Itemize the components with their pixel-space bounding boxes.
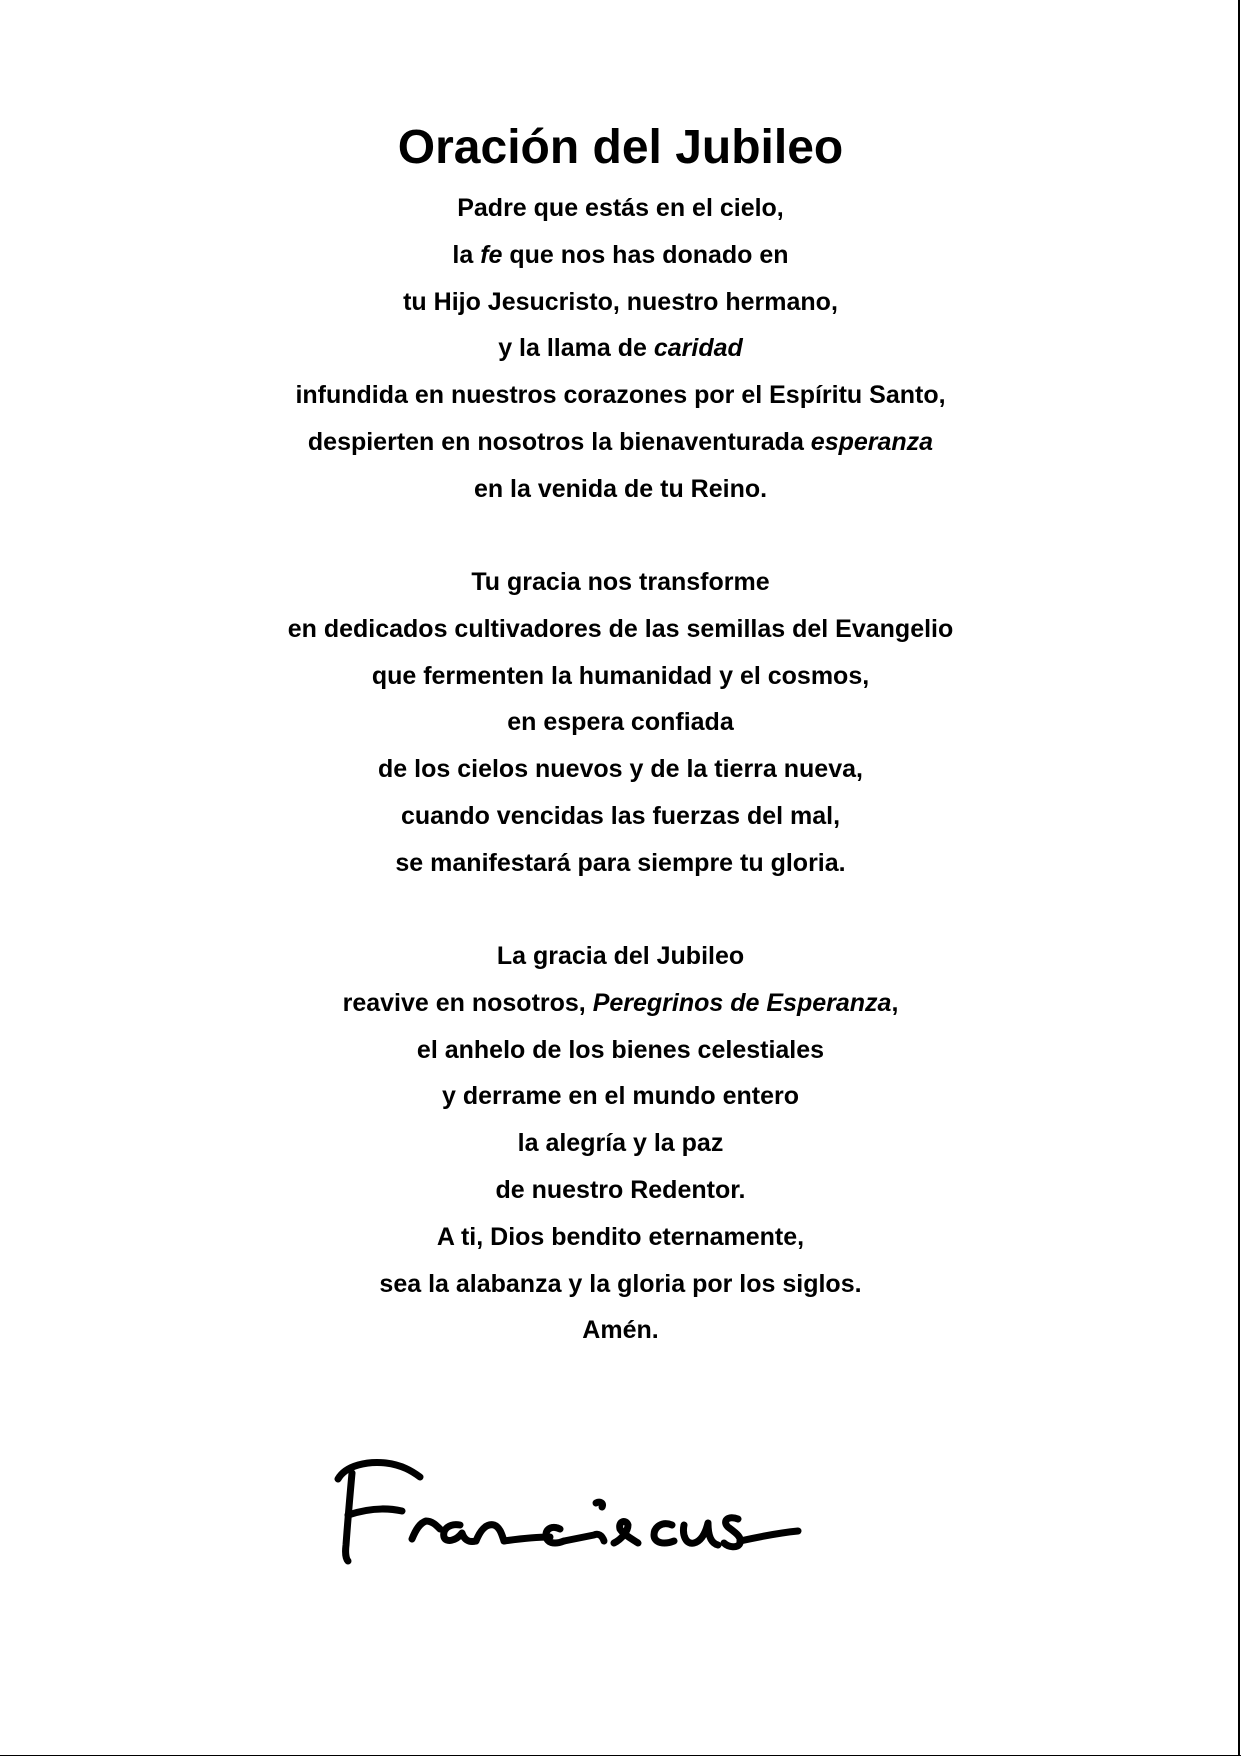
emphasis-word: fe xyxy=(480,240,503,269)
prayer-line: tu Hijo Jesucristo, nuestro hermano, xyxy=(403,287,838,316)
prayer-line: el anhelo de los bienes celestiales xyxy=(416,1035,825,1064)
prayer-line: despierten en nosotros la bienaventurada esperanza xyxy=(307,427,934,456)
prayer-line: reavive en nosotros, Peregrinos de Esperanza, xyxy=(342,988,899,1017)
emphasis-word: esperanza xyxy=(810,427,934,456)
emphasis-word: caridad xyxy=(653,334,743,363)
prayer-line: La gracia del Jubileo xyxy=(496,942,745,970)
prayer-line: Amén. xyxy=(582,1316,659,1345)
prayer-line: que fermenten la humanidad y el cosmos, xyxy=(371,661,870,690)
stanza-3 xyxy=(0,933,1241,1354)
emphasis-word: Peregrinos de Esperanza xyxy=(592,988,892,1017)
prayer-line: infundida en nuestros corazones por el Espíritu Santo, xyxy=(295,381,946,410)
prayer-title: Oración del Jubileo xyxy=(397,121,844,174)
prayer-line: la fe que nos has donado en xyxy=(452,240,789,269)
prayer-line: de los cielos nuevos y de la tierra nueva, xyxy=(378,755,863,784)
signature-franciscus xyxy=(328,1455,860,1567)
prayer-line: Padre que estás en el cielo, xyxy=(457,194,784,222)
prayer-line: y la llama de caridad xyxy=(498,334,743,363)
prayer-line: sea la alabanza y la gloria por los siglos. xyxy=(379,1269,862,1298)
prayer-line: en la venida de tu Reino. xyxy=(473,474,768,503)
prayer-line: cuando vencidas las fuerzas del mal, xyxy=(400,801,841,830)
prayer-line: se manifestará para siempre tu gloria. xyxy=(395,848,846,877)
prayer-line: A ti, Dios bendito eternamente, xyxy=(436,1222,805,1251)
prayer-line: de nuestro Redentor. xyxy=(495,1175,746,1204)
stanza-2 xyxy=(0,559,1241,887)
stanza-1 xyxy=(0,185,1241,513)
prayer-line: en dedicados cultivadores de las semillas del Evangelio xyxy=(287,614,954,643)
prayer-line: en espera confiada xyxy=(507,708,734,737)
prayer-line: Tu gracia nos transforme xyxy=(471,568,770,596)
prayer-line: la alegría y la paz xyxy=(517,1129,724,1158)
prayer-line: y derrame en el mundo entero xyxy=(441,1082,800,1111)
